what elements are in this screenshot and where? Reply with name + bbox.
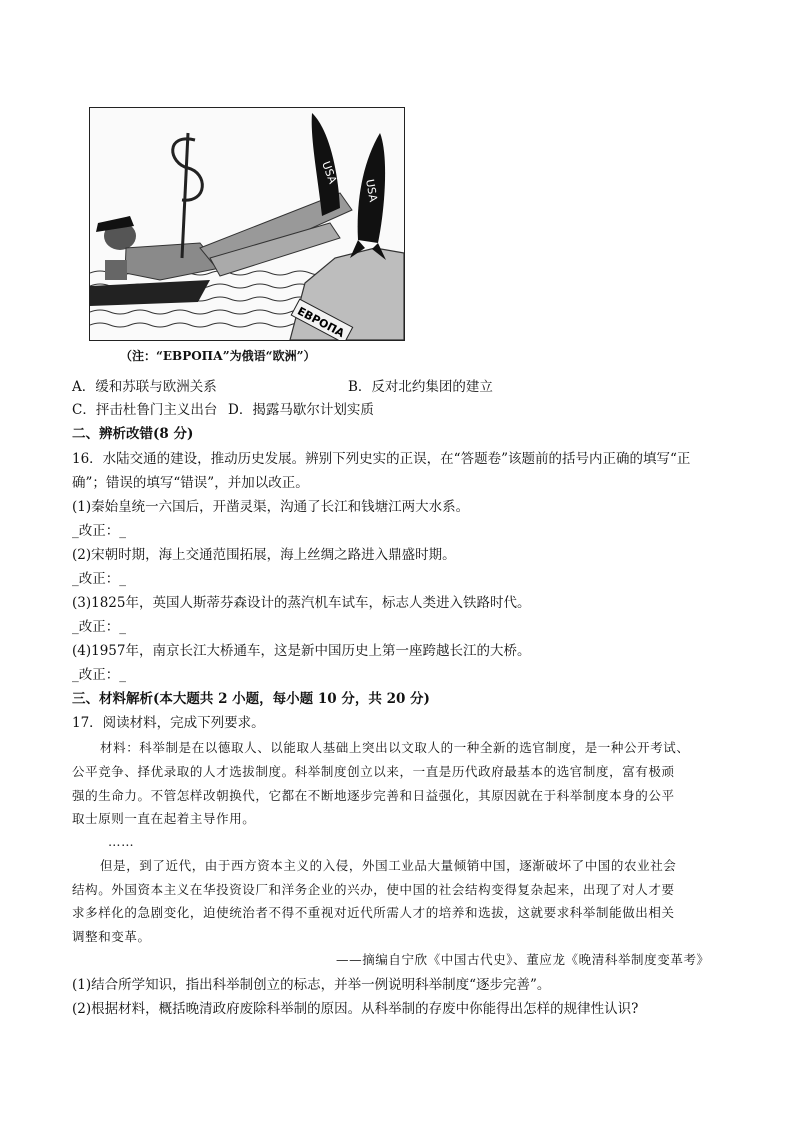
q16-correction-1: _改正：_ [72, 523, 126, 539]
rock-label: ЕВРОПА [295, 304, 347, 340]
q17-prompt: 17．阅读材料，完成下列要求。 [72, 715, 265, 731]
q16-item-4: (4)1957年，南京长江大桥通车，这是新中国历史上第一座跨越长江的大桥。 [72, 643, 531, 659]
missile-right [350, 133, 386, 260]
cartoon-illustration [90, 108, 404, 340]
q16-correction-2: _改正：_ [72, 571, 126, 587]
boat [90, 280, 210, 306]
q16-text-line2: 确”；错误的填写“错误”，并加以改正。 [72, 475, 309, 491]
q17-requirement-2: (2)根据材料，概括晚清政府废除科举制的原因。从科举制的存废中你能得出怎样的规律性认识? [72, 1001, 639, 1017]
boat-bollard [105, 260, 127, 280]
missile-left [312, 113, 340, 216]
material-p2-line4: 调整和变革。 [72, 929, 151, 944]
q16-item-2: (2)宋朝时期，海上交通范围拓展，海上丝绸之路进入鼎盛时期。 [72, 547, 456, 563]
figure-caption: （注：“ЕВРОПА”为俄语“欧洲”） [120, 349, 316, 363]
option-c: C．抨击杜鲁门主义出台 [72, 402, 218, 418]
material-p1-line3: 强的生命力。不管怎样改朝换代，它都在不断地逐步完善和日益强化，其原因就在于科举制度本身的公平 [72, 788, 675, 803]
material-p2-line1: 但是，到了近代，由于西方资本主义的入侵，外国工业品大量倾销中国，逐渐破坏了中国的农业社会 [100, 858, 677, 873]
cartoon-figure [89, 107, 405, 341]
missile-label-right: USA [363, 178, 380, 203]
q16-item-1: (1)秦始皇统一六国后，开凿灵渠，沟通了长江和钱塘江两大水系。 [72, 499, 470, 515]
q16-text-line1: 16．水陆交通的建设，推动历史发展。辨别下列史实的正误，在“答题卷”该题前的括号内正确的填写“正 [72, 451, 691, 467]
q16-item-3: (3)1825年，英国人斯蒂芬森设计的蒸汽机车试车，标志人类进入铁路时代。 [72, 595, 531, 611]
q16-correction-4: _改正：_ [72, 667, 126, 683]
q17-requirement-1: (1)结合所学知识，指出科举制创立的标志，并举一例说明科举制度“逐步完善”。 [72, 977, 551, 993]
section3-heading: 三、材料解析(本大题共 2 小题，每小题 10 分，共 20 分) [72, 691, 430, 707]
material-p2-line3: 求多样化的急剧变化，迫使统治者不得不重视对近代所需人才的培养和选拔，这就要求科举制能做出相关 [72, 905, 675, 920]
section2-heading: 二、辨析改错(8 分) [72, 426, 194, 442]
material-p1-line1: 材料：科举制是在以德取人、以能取人基础上突出以文取人的一种全新的选官制度，是一种公开考试、 [100, 740, 690, 755]
q16-correction-3: _改正：_ [72, 619, 126, 635]
material-p1-line2: 公平竞争、择优录取的人才选拔制度。科举制度创立以来，一直是历代政府最基本的选官制度，富有极顽 [72, 764, 675, 779]
option-a: A．缓和苏联与欧洲关系 [72, 379, 217, 395]
material-p2-line2: 结构。外国资本主义在华投资设厂和洋务企业的兴办，使中国的社会结构变得复杂起来，出现了对人才要 [72, 882, 675, 897]
option-b: B．反对北约集团的建立 [348, 379, 493, 395]
missile-label-left: USA [319, 159, 340, 186]
material-source: ——摘编自宁欣《中国古代史》、董应龙《晚清科举制度变革考》 [336, 952, 710, 967]
material-ellipsis: …… [108, 834, 135, 849]
material-p1-line4: 取士原则一直在起着主导作用。 [72, 811, 256, 826]
option-d: D．揭露马歇尔计划实质 [228, 402, 374, 418]
